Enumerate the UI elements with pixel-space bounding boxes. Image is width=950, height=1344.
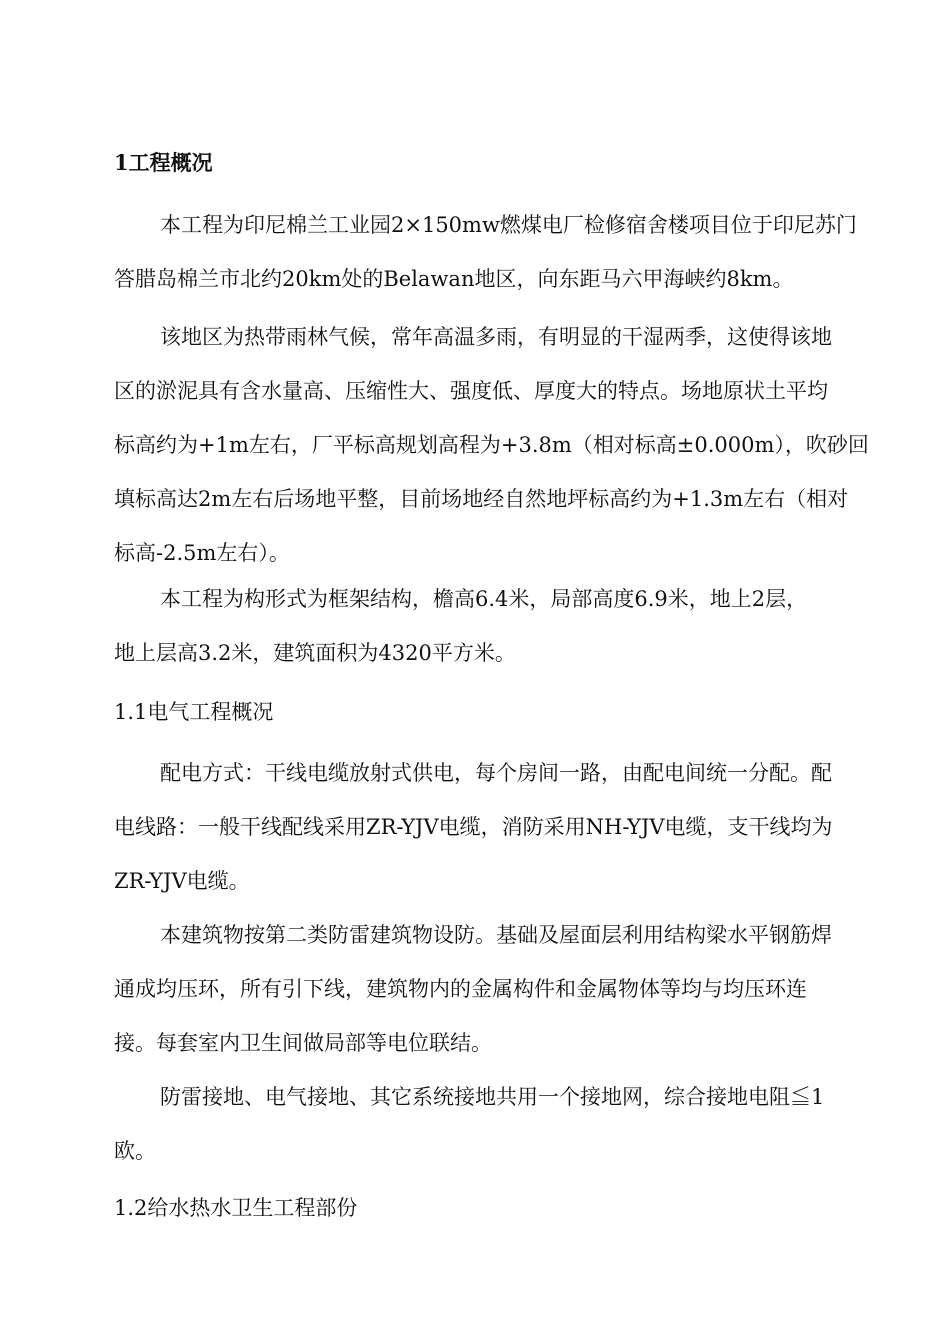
text-line: 接。每套室内卫生间做局部等电位联结。 <box>114 1031 492 1055</box>
text-line: 标高-2.5m左右）。 <box>114 541 290 565</box>
text-line: 答腊岛棉兰市北约20km处的Belawan地区，向东距马六甲海峡约8km。 <box>114 267 794 291</box>
section-heading-1: 1工程概况 <box>114 150 213 175</box>
paragraph-project-location <box>114 198 884 306</box>
paragraph-power-distribution <box>114 746 884 908</box>
text-line: 通成均压环，所有引下线，建筑物内的金属构件和金属物体等均与均压环连 <box>114 977 807 1001</box>
paragraph-lightning-protection <box>114 908 884 1070</box>
paragraph-grounding <box>114 1070 884 1178</box>
text-line: 电线路：一般干线配线采用ZR-YJV电缆，消防采用NH-YJV电缆，支干线均为 <box>114 815 833 839</box>
section-heading-1-1: 1.1电气工程概况 <box>114 700 274 724</box>
text-line: 本工程为构形式为框架结构，檐高6.4米，局部高度6.9米，地上2层， <box>160 587 808 611</box>
text-line: 地上层高3.2米，建筑面积为4320平方米。 <box>114 641 516 665</box>
text-line: 标高约为+1m左右，厂平标高规划高程为+3.8m（相对标高±0.000m），吹砂回 <box>114 433 869 457</box>
text-line: 该地区为热带雨林气候，常年高温多雨，有明显的干湿两季，这使得该地 <box>160 325 832 349</box>
text-line: ZR-YJV电缆。 <box>114 869 250 893</box>
text-line: 防雷接地、电气接地、其它系统接地共用一个接地网，综合接地电阻≦1 <box>160 1085 825 1109</box>
paragraph-climate-site <box>114 310 884 580</box>
text-line: 本建筑物按第二类防雷建筑物设防。基础及屋面层利用结构梁水平钢筋焊 <box>160 923 832 947</box>
section-heading-1-2: 1.2给水热水卫生工程部份 <box>114 1196 358 1220</box>
paragraph-structure <box>114 572 884 680</box>
text-line: 填标高达2m左右后场地平整，目前场地经自然地坪标高约为+1.3m左右（相对 <box>114 487 849 511</box>
text-line: 本工程为印尼棉兰工业园2×150mw燃煤电厂检修宿舍楼项目位于印尼苏门 <box>160 213 857 237</box>
text-line: 区的淤泥具有含水量高、压缩性大、强度低、厚度大的特点。场地原状土平均 <box>114 379 828 403</box>
text-line: 欧。 <box>114 1139 156 1163</box>
text-line: 配电方式：干线电缆放射式供电，每个房间一路，由配电间统一分配。配 <box>160 761 832 785</box>
